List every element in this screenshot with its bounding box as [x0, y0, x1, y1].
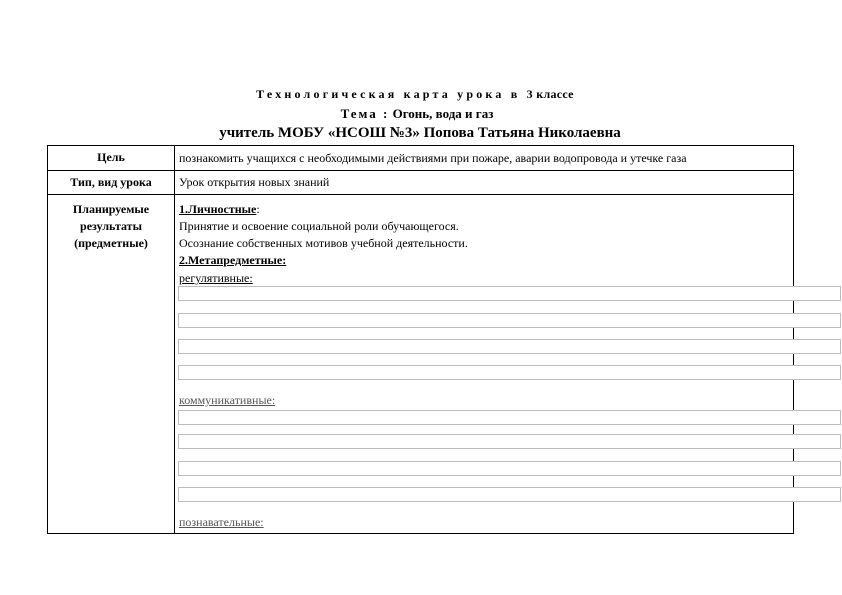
communicative-field[interactable] [178, 487, 841, 502]
meta-heading: 2.Метапредметные: [179, 253, 287, 267]
regulatory-field[interactable] [178, 365, 841, 380]
personal-results [179, 201, 260, 217]
regulatory-label: регулятивные: [179, 271, 253, 285]
title-tail: 3 классе [526, 87, 574, 101]
communicative-field[interactable] [178, 434, 841, 449]
topic-value: Огонь, вода и газ [392, 106, 494, 121]
personal-item: Осознание собственных мотивов учебной деятельности. [179, 236, 468, 250]
personal-item: Принятие и освоение социальной роли обучающегося. [179, 219, 459, 233]
communicative-field[interactable] [178, 461, 841, 476]
planned-results-label-line: (предметные) [74, 236, 148, 250]
topic-label: Тема : [340, 106, 390, 121]
planned-results-label-line: Планируемые [72, 202, 150, 216]
regulatory-field[interactable] [178, 313, 841, 328]
teacher-line: учитель МОБУ «НСОШ №3» Попова Татьяна Николаевна [219, 125, 621, 141]
personal-heading: 1.Личностные [179, 202, 257, 216]
regulatory-field[interactable] [178, 286, 841, 301]
document-title [0, 87, 836, 102]
lesson-type-label: Тип, вид урока [70, 175, 152, 189]
planned-results-label [48, 201, 174, 252]
lesson-topic [0, 106, 838, 122]
planned-results-label-line: результаты [80, 219, 142, 233]
communicative-label: коммуникативные: [179, 393, 276, 407]
title-main: Технологическая карта урока в [256, 87, 521, 101]
regulatory-field[interactable] [178, 339, 841, 354]
personal-colon: : [256, 202, 260, 216]
goal-label: Цель [97, 150, 125, 164]
table-row-divider [47, 170, 794, 171]
cognitive-label: познавательные: [179, 515, 264, 529]
communicative-field[interactable] [178, 410, 841, 425]
goal-value: познакомить учащихся с необходимыми действиями при пожаре, аварии водопровода и утечке газа [179, 151, 687, 165]
lesson-type-value: Урок открытия новых знаний [179, 175, 330, 189]
table-row-divider [47, 194, 794, 195]
table-column-divider [174, 145, 175, 534]
